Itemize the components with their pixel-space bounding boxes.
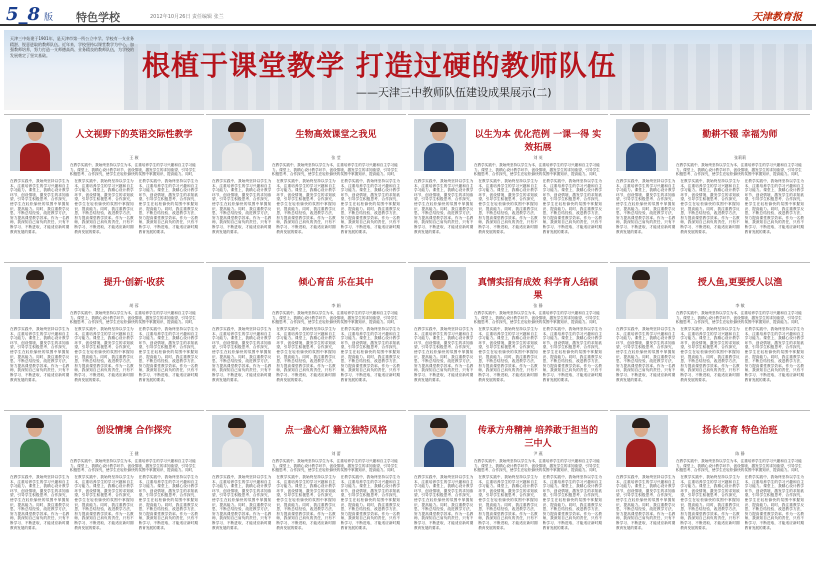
teacher-photo (10, 415, 62, 467)
hero-banner (4, 30, 812, 110)
article-card (4, 410, 204, 558)
newspaper-masthead: 天津教育报 (752, 12, 802, 23)
section-name: 特色学校 (76, 11, 120, 24)
article-author: 张 静 (533, 303, 543, 308)
page-unit: 版 (44, 13, 54, 23)
article-card (4, 262, 204, 408)
article-column: 在教学实践中，我始终坚持以学生为本，注重培养学生的学习兴趣和自主学习能力。课堂上，我精心设计教学环节，创设情境，激发学生的求知欲望，引导学生积极思考、合作探究，使学生在轻松愉快的氛围中掌握知识、提高能力。同时，我注重教学反思，不断总结经验，改进教学方法，努力提高课堂教学效率。作为一名教师，我深知自己肩负的责任，只有不断学习、不断进取，才能适应新时期教育发展的要求。 (340, 475, 400, 530)
article-lead: 在教学实践中，我始终坚持以学生为本，注重培养学生的学习兴趣和自主学习能力。课堂上，我精心设计教学环节，创设情境，激发学生的求知欲望，引导学生积极思考、合作探究，使学生在轻松愉快的氛围中掌握知识、提高能力。同时， (676, 311, 802, 325)
article-lead: 在教学实践中，我始终坚持以学生为本，注重培养学生的学习兴趣和自主学习能力。课堂上，我精心设计教学环节，创设情境，激发学生的求知欲望，引导学生积极思考、合作探究，使学生在轻松愉快的氛围中掌握知识、提高能力。同时， (676, 163, 802, 177)
article-column: 在教学实践中，我始终坚持以学生为本，注重培养学生的学习兴趣和自主学习能力。课堂上，我精心设计教学环节，创设情境，激发学生的求知欲望，引导学生积极思考、合作探究，使学生在轻松愉快的氛围中掌握知识、提高能力。同时，我注重教学反思，不断总结经验，改进教学方法，努力提高课堂教学效率。作为一名教师，我深知自己肩负的责任，只有不断学习、不断进取，才能适应新时期教育发展的要求。 (138, 179, 198, 234)
article-column: 在教学实践中，我始终坚持以学生为本，注重培养学生的学习兴趣和自主学习能力。课堂上，我精心设计教学环节，创设情境，激发学生的求知欲望，引导学生积极思考、合作探究，使学生在轻松愉快的氛围中掌握知识、提高能力。同时，我注重教学反思，不断总结经验，改进教学方法，努力提高课堂教学效率。作为一名教师，我深知自己肩负的责任，只有不断学习、不断进取，才能适应新时期教育发展的要求。 (478, 179, 538, 234)
article-column: 在教学实践中，我始终坚持以学生为本，注重培养学生的学习兴趣和自主学习能力。课堂上，我精心设计教学环节，创设情境，激发学生的求知欲望，引导学生积极思考、合作探究，使学生在轻松愉快的氛围中掌握知识、提高能力。同时，我注重教学反思，不断总结经验，改进教学方法，努力提高课堂教学效率。作为一名教师，我深知自己肩负的责任，只有不断学习、不断进取，才能适应新时期教育发展的要求。 (542, 475, 602, 530)
article-column: 在教学实践中，我始终坚持以学生为本，注重培养学生的学习兴趣和自主学习能力。课堂上，我精心设计教学环节，创设情境，激发学生的求知欲望，引导学生积极思考、合作探究，使学生在轻松愉快的氛围中掌握知识、提高能力。同时，我注重教学反思，不断总结经验，改进教学方法，努力提高课堂教学效率。作为一名教师，我深知自己肩负的责任，只有不断学习、不断进取，才能适应新时期教育发展的要求。 (542, 327, 602, 382)
article-card (610, 114, 810, 260)
article-column: 在教学实践中，我始终坚持以学生为本，注重培养学生的学习兴趣和自主学习能力。课堂上，我精心设计教学环节，创设情境，激发学生的求知欲望，引导学生积极思考、合作探究，使学生在轻松愉快的氛围中掌握知识、提高能力。同时，我注重教学反思，不断总结经验，改进教学方法，努力提高课堂教学效率。作为一名教师，我深知自己肩负的责任，只有不断学习、不断进取，才能适应新时期教育发展的要求。 (340, 327, 400, 382)
article-column: 在教学实践中，我始终坚持以学生为本，注重培养学生的学习兴趣和自主学习能力。课堂上，我精心设计教学环节，创设情境，激发学生的求知欲望，引导学生积极思考、合作探究，使学生在轻松愉快的氛围中掌握知识、提高能力。同时，我注重教学反思，不断总结经验，改进教学方法，努力提高课堂教学效率。作为一名教师，我深知自己肩负的责任，只有不断学习、不断进取，才能适应新时期教育发展的要求。 (10, 327, 70, 382)
article-title: 勤耕不辍 幸福为师 (702, 130, 778, 140)
article-column: 在教学实践中，我始终坚持以学生为本，注重培养学生的学习兴趣和自主学习能力。课堂上，我精心设计教学环节，创设情境，激发学生的求知欲望，引导学生积极思考、合作探究，使学生在轻松愉快的氛围中掌握知识、提高能力。同时，我注重教学反思，不断总结经验，改进教学方法，努力提高课堂教学效率。作为一名教师，我深知自己肩负的责任，只有不断学习、不断进取，才能适应新时期教育发展的要求。 (276, 327, 336, 382)
article-card (610, 262, 810, 408)
article-card (206, 114, 406, 260)
teacher-photo (616, 267, 668, 319)
article-author: 李 娟 (331, 303, 341, 308)
article-body (414, 475, 602, 554)
article-column: 在教学实践中，我始终坚持以学生为本，注重培养学生的学习兴趣和自主学习能力。课堂上，我精心设计教学环节，创设情境，激发学生的求知欲望，引导学生积极思考、合作探究，使学生在轻松愉快的氛围中掌握知识、提高能力。同时，我注重教学反思，不断总结经验，改进教学方法，努力提高课堂教学效率。作为一名教师，我深知自己肩负的责任，只有不断学习、不断进取，才能适应新时期教育发展的要求。 (744, 327, 804, 382)
article-lead: 在教学实践中，我始终坚持以学生为本，注重培养学生的学习兴趣和自主学习能力。课堂上，我精心设计教学环节，创设情境，激发学生的求知欲望，引导学生积极思考、合作探究，使学生在轻松愉快的氛围中掌握知识、提高能力。同时， (70, 311, 196, 325)
teacher-photo (616, 119, 668, 171)
article-column: 在教学实践中，我始终坚持以学生为本，注重培养学生的学习兴趣和自主学习能力。课堂上，我精心设计教学环节，创设情境，激发学生的求知欲望，引导学生积极思考、合作探究，使学生在轻松愉快的氛围中掌握知识、提高能力。同时，我注重教学反思，不断总结经验，改进教学方法，努力提高课堂教学效率。作为一名教师，我深知自己肩负的责任，只有不断学习、不断进取，才能适应新时期教育发展的要求。 (744, 179, 804, 234)
article-column: 在教学实践中，我始终坚持以学生为本，注重培养学生的学习兴趣和自主学习能力。课堂上，我精心设计教学环节，创设情境，激发学生的求知欲望，引导学生积极思考、合作探究，使学生在轻松愉快的氛围中掌握知识、提高能力。同时，我注重教学反思，不断总结经验，改进教学方法，努力提高课堂教学效率。作为一名教师，我深知自己肩负的责任，只有不断学习、不断进取，才能适应新时期教育发展的要求。 (138, 475, 198, 530)
article-title: 真情实招有成效 科学育人结硕果 (477, 278, 599, 301)
article-title: 授人鱼,更要授人以渔 (697, 278, 783, 288)
article-title: 提升·创新·收获 (103, 278, 165, 288)
teacher-photo (10, 267, 62, 319)
article-title: 扬长教育 特色治班 (702, 426, 778, 436)
article-column: 在教学实践中，我始终坚持以学生为本，注重培养学生的学习兴趣和自主学习能力。课堂上，我精心设计教学环节，创设情境，激发学生的求知欲望，引导学生积极思考、合作探究，使学生在轻松愉快的氛围中掌握知识、提高能力。同时，我注重教学反思，不断总结经验，改进教学方法，努力提高课堂教学效率。作为一名教师，我深知自己肩负的责任，只有不断学习、不断进取，才能适应新时期教育发展的要求。 (616, 327, 676, 382)
article-column: 在教学实践中，我始终坚持以学生为本，注重培养学生的学习兴趣和自主学习能力。课堂上，我精心设计教学环节，创设情境，激发学生的求知欲望，引导学生积极思考、合作探究，使学生在轻松愉快的氛围中掌握知识、提高能力。同时，我注重教学反思，不断总结经验，改进教学方法，努力提高课堂教学效率。作为一名教师，我深知自己肩负的责任，只有不断学习、不断进取，才能适应新时期教育发展的要求。 (74, 179, 134, 234)
teacher-photo (10, 119, 62, 171)
article-title: 点一盏心灯 籍立独特风格 (284, 426, 388, 436)
teacher-photo (212, 267, 264, 319)
article-lead: 在教学实践中，我始终坚持以学生为本，注重培养学生的学习兴趣和自主学习能力。课堂上，我精心设计教学环节，创设情境，激发学生的求知欲望，引导学生积极思考、合作探究，使学生在轻松愉快的氛围中掌握知识、提高能力。同时， (272, 163, 398, 177)
article-body (616, 475, 804, 554)
article-column: 在教学实践中，我始终坚持以学生为本，注重培养学生的学习兴趣和自主学习能力。课堂上，我精心设计教学环节，创设情境，激发学生的求知欲望，引导学生积极思考、合作探究，使学生在轻松愉快的氛围中掌握知识、提高能力。同时，我注重教学反思，不断总结经验，改进教学方法，努力提高课堂教学效率。作为一名教师，我深知自己肩负的责任，只有不断学习、不断进取，才能适应新时期教育发展的要求。 (212, 179, 272, 234)
article-column: 在教学实践中，我始终坚持以学生为本，注重培养学生的学习兴趣和自主学习能力。课堂上，我精心设计教学环节，创设情境，激发学生的求知欲望，引导学生积极思考、合作探究，使学生在轻松愉快的氛围中掌握知识、提高能力。同时，我注重教学反思，不断总结经验，改进教学方法，努力提高课堂教学效率。作为一名教师，我深知自己肩负的责任，只有不断学习、不断进取，才能适应新时期教育发展的要求。 (212, 475, 272, 530)
article-column: 在教学实践中，我始终坚持以学生为本，注重培养学生的学习兴趣和自主学习能力。课堂上，我精心设计教学环节，创设情境，激发学生的求知欲望，引导学生积极思考、合作探究，使学生在轻松愉快的氛围中掌握知识、提高能力。同时，我注重教学反思，不断总结经验，改进教学方法，努力提高课堂教学效率。作为一名教师，我深知自己肩负的责任，只有不断学习、不断进取，才能适应新时期教育发展的要求。 (414, 179, 474, 234)
article-card (206, 410, 406, 558)
page-number: 5_8 (6, 4, 41, 25)
page-subtitle: ——天津三中教师队伍建设成果展示(二) (356, 86, 552, 99)
article-body (212, 475, 400, 554)
article-body (414, 179, 602, 256)
article-author: 张莉莉 (734, 155, 746, 160)
teacher-photo (414, 119, 466, 171)
article-body (616, 327, 804, 404)
page-header (0, 0, 816, 26)
article-author: 刘 蕾 (331, 451, 341, 456)
article-body (10, 475, 198, 554)
teacher-photo (212, 415, 264, 467)
article-author: 张 莹 (331, 155, 341, 160)
article-column: 在教学实践中，我始终坚持以学生为本，注重培养学生的学习兴趣和自主学习能力。课堂上，我精心设计教学环节，创设情境，激发学生的求知欲望，引导学生积极思考、合作探究，使学生在轻松愉快的氛围中掌握知识、提高能力。同时，我注重教学反思，不断总结经验，改进教学方法，努力提高课堂教学效率。作为一名教师，我深知自己肩负的责任，只有不断学习、不断进取，才能适应新时期教育发展的要求。 (414, 475, 474, 530)
article-title: 人文视野下的英语交际性教学 (75, 130, 193, 140)
article-card (408, 262, 608, 408)
article-column: 在教学实践中，我始终坚持以学生为本，注重培养学生的学习兴趣和自主学习能力。课堂上，我精心设计教学环节，创设情境，激发学生的求知欲望，引导学生积极思考、合作探究，使学生在轻松愉快的氛围中掌握知识、提高能力。同时，我注重教学反思，不断总结经验，改进教学方法，努力提高课堂教学效率。作为一名教师，我深知自己肩负的责任，只有不断学习、不断进取，才能适应新时期教育发展的要求。 (340, 179, 400, 234)
article-column: 在教学实践中，我始终坚持以学生为本，注重培养学生的学习兴趣和自主学习能力。课堂上，我精心设计教学环节，创设情境，激发学生的求知欲望，引导学生积极思考、合作探究，使学生在轻松愉快的氛围中掌握知识、提高能力。同时，我注重教学反思，不断总结经验，改进教学方法，努力提高课堂教学效率。作为一名教师，我深知自己肩负的责任，只有不断学习、不断进取，才能适应新时期教育发展的要求。 (10, 179, 70, 234)
teacher-photo (212, 119, 264, 171)
article-body (212, 327, 400, 404)
article-column: 在教学实践中，我始终坚持以学生为本，注重培养学生的学习兴趣和自主学习能力。课堂上，我精心设计教学环节，创设情境，激发学生的求知欲望，引导学生积极思考、合作探究，使学生在轻松愉快的氛围中掌握知识、提高能力。同时，我注重教学反思，不断总结经验，改进教学方法，努力提高课堂教学效率。作为一名教师，我深知自己肩负的责任，只有不断学习、不断进取，才能适应新时期教育发展的要求。 (680, 327, 740, 382)
article-column: 在教学实践中，我始终坚持以学生为本，注重培养学生的学习兴趣和自主学习能力。课堂上，我精心设计教学环节，创设情境，激发学生的求知欲望，引导学生积极思考、合作探究，使学生在轻松愉快的氛围中掌握知识、提高能力。同时，我注重教学反思，不断总结经验，改进教学方法，努力提高课堂教学效率。作为一名教师，我深知自己肩负的责任，只有不断学习、不断进取，才能适应新时期教育发展的要求。 (276, 475, 336, 530)
article-card (408, 114, 608, 260)
article-column: 在教学实践中，我始终坚持以学生为本，注重培养学生的学习兴趣和自主学习能力。课堂上，我精心设计教学环节，创设情境，激发学生的求知欲望，引导学生积极思考、合作探究，使学生在轻松愉快的氛围中掌握知识、提高能力。同时，我注重教学反思，不断总结经验，改进教学方法，努力提高课堂教学效率。作为一名教师，我深知自己肩负的责任，只有不断学习、不断进取，才能适应新时期教育发展的要求。 (138, 327, 198, 382)
article-lead: 在教学实践中，我始终坚持以学生为本，注重培养学生的学习兴趣和自主学习能力。课堂上，我精心设计教学环节，创设情境，激发学生的求知欲望，引导学生积极思考、合作探究，使学生在轻松愉快的氛围中掌握知识、提高能力。同时， (272, 459, 398, 473)
article-author: 陈 静 (735, 451, 745, 456)
article-column: 在教学实践中，我始终坚持以学生为本，注重培养学生的学习兴趣和自主学习能力。课堂上，我精心设计教学环节，创设情境，激发学生的求知欲望，引导学生积极思考、合作探究，使学生在轻松愉快的氛围中掌握知识、提高能力。同时，我注重教学反思，不断总结经验，改进教学方法，努力提高课堂教学效率。作为一名教师，我深知自己肩负的责任，只有不断学习、不断进取，才能适应新时期教育发展的要求。 (478, 475, 538, 530)
hero-intro-text: 天津三中始建于1901年，是天津市第一所公立中学。学校有一支业务精湛、锐意进取的教师队伍。近年来，学校坚持以课堂教学为中心，加强教师培养，努力打造一支师德高尚、业务精良的教师队伍，为学校的发展奠定了坚实基础。 (10, 36, 134, 58)
article-title: 传承方舟精神 培养敢于担当的三中人 (477, 426, 599, 449)
article-author: 刘 英 (533, 155, 543, 160)
teacher-photo (414, 267, 466, 319)
article-column: 在教学实践中，我始终坚持以学生为本，注重培养学生的学习兴趣和自主学习能力。课堂上，我精心设计教学环节，创设情境，激发学生的求知欲望，引导学生积极思考、合作探究，使学生在轻松愉快的氛围中掌握知识、提高能力。同时，我注重教学反思，不断总结经验，改进教学方法，努力提高课堂教学效率。作为一名教师，我深知自己肩负的责任，只有不断学习、不断进取，才能适应新时期教育发展的要求。 (276, 179, 336, 234)
article-author: 尹 燕 (533, 451, 543, 456)
article-body (616, 179, 804, 256)
article-body (414, 327, 602, 404)
article-lead: 在教学实践中，我始终坚持以学生为本，注重培养学生的学习兴趣和自主学习能力。课堂上，我精心设计教学环节，创设情境，激发学生的求知欲望，引导学生积极思考、合作探究，使学生在轻松愉快的氛围中掌握知识、提高能力。同时， (70, 459, 196, 473)
article-lead: 在教学实践中，我始终坚持以学生为本，注重培养学生的学习兴趣和自主学习能力。课堂上，我精心设计教学环节，创设情境，激发学生的求知欲望，引导学生积极思考、合作探究，使学生在轻松愉快的氛围中掌握知识、提高能力。同时， (70, 163, 196, 177)
article-title: 创设情境 合作探究 (96, 426, 172, 436)
article-lead: 在教学实践中，我始终坚持以学生为本，注重培养学生的学习兴趣和自主学习能力。课堂上，我精心设计教学环节，创设情境，激发学生的求知欲望，引导学生积极思考、合作探究，使学生在轻松愉快的氛围中掌握知识、提高能力。同时， (272, 311, 398, 325)
article-author: 王 筱 (129, 155, 139, 160)
article-body (212, 179, 400, 256)
article-column: 在教学实践中，我始终坚持以学生为本，注重培养学生的学习兴趣和自主学习能力。课堂上，我精心设计教学环节，创设情境，激发学生的求知欲望，引导学生积极思考、合作探究，使学生在轻松愉快的氛围中掌握知识、提高能力。同时，我注重教学反思，不断总结经验，改进教学方法，努力提高课堂教学效率。作为一名教师，我深知自己肩负的责任，只有不断学习、不断进取，才能适应新时期教育发展的要求。 (10, 475, 70, 530)
article-lead: 在教学实践中，我始终坚持以学生为本，注重培养学生的学习兴趣和自主学习能力。课堂上，我精心设计教学环节，创设情境，激发学生的求知欲望，引导学生积极思考、合作探究，使学生在轻松愉快的氛围中掌握知识、提高能力。同时， (474, 163, 600, 177)
article-card (206, 262, 406, 408)
article-lead: 在教学实践中，我始终坚持以学生为本，注重培养学生的学习兴趣和自主学习能力。课堂上，我精心设计教学环节，创设情境，激发学生的求知欲望，引导学生积极思考、合作探究，使学生在轻松愉快的氛围中掌握知识、提高能力。同时， (676, 459, 802, 473)
article-title: 生物高效课堂之我见 (295, 130, 377, 140)
article-author: 王 健 (129, 451, 139, 456)
article-column: 在教学实践中，我始终坚持以学生为本，注重培养学生的学习兴趣和自主学习能力。课堂上，我精心设计教学环节，创设情境，激发学生的求知欲望，引导学生积极思考、合作探究，使学生在轻松愉快的氛围中掌握知识、提高能力。同时，我注重教学反思，不断总结经验，改进教学方法，努力提高课堂教学效率。作为一名教师，我深知自己肩负的责任，只有不断学习、不断进取，才能适应新时期教育发展的要求。 (680, 475, 740, 530)
article-column: 在教学实践中，我始终坚持以学生为本，注重培养学生的学习兴趣和自主学习能力。课堂上，我精心设计教学环节，创设情境，激发学生的求知欲望，引导学生积极思考、合作探究，使学生在轻松愉快的氛围中掌握知识、提高能力。同时，我注重教学反思，不断总结经验，改进教学方法，努力提高课堂教学效率。作为一名教师，我深知自己肩负的责任，只有不断学习、不断进取，才能适应新时期教育发展的要求。 (680, 179, 740, 234)
article-column: 在教学实践中，我始终坚持以学生为本，注重培养学生的学习兴趣和自主学习能力。课堂上，我精心设计教学环节，创设情境，激发学生的求知欲望，引导学生积极思考、合作探究，使学生在轻松愉快的氛围中掌握知识、提高能力。同时，我注重教学反思，不断总结经验，改进教学方法，努力提高课堂教学效率。作为一名教师，我深知自己肩负的责任，只有不断学习、不断进取，才能适应新时期教育发展的要求。 (744, 475, 804, 530)
article-body (10, 179, 198, 256)
teacher-photo (616, 415, 668, 467)
article-author: 胡 蓉 (129, 303, 139, 308)
article-lead: 在教学实践中，我始终坚持以学生为本，注重培养学生的学习兴趣和自主学习能力。课堂上，我精心设计教学环节，创设情境，激发学生的求知欲望，引导学生积极思考、合作探究，使学生在轻松愉快的氛围中掌握知识、提高能力。同时， (474, 311, 600, 325)
article-column: 在教学实践中，我始终坚持以学生为本，注重培养学生的学习兴趣和自主学习能力。课堂上，我精心设计教学环节，创设情境，激发学生的求知欲望，引导学生积极思考、合作探究，使学生在轻松愉快的氛围中掌握知识、提高能力。同时，我注重教学反思，不断总结经验，改进教学方法，努力提高课堂教学效率。作为一名教师，我深知自己肩负的责任，只有不断学习、不断进取，才能适应新时期教育发展的要求。 (414, 327, 474, 382)
article-column: 在教学实践中，我始终坚持以学生为本，注重培养学生的学习兴趣和自主学习能力。课堂上，我精心设计教学环节，创设情境，激发学生的求知欲望，引导学生积极思考、合作探究，使学生在轻松愉快的氛围中掌握知识、提高能力。同时，我注重教学反思，不断总结经验，改进教学方法，努力提高课堂教学效率。作为一名教师，我深知自己肩负的责任，只有不断学习、不断进取，才能适应新时期教育发展的要求。 (616, 475, 676, 530)
article-card (610, 410, 810, 558)
article-author: 李 敏 (735, 303, 745, 308)
article-body (10, 327, 198, 404)
article-column: 在教学实践中，我始终坚持以学生为本，注重培养学生的学习兴趣和自主学习能力。课堂上，我精心设计教学环节，创设情境，激发学生的求知欲望，引导学生积极思考、合作探究，使学生在轻松愉快的氛围中掌握知识、提高能力。同时，我注重教学反思，不断总结经验，改进教学方法，努力提高课堂教学效率。作为一名教师，我深知自己肩负的责任，只有不断学习、不断进取，才能适应新时期教育发展的要求。 (212, 327, 272, 382)
article-card (4, 114, 204, 260)
article-card (408, 410, 608, 558)
page-title: 根植于课堂教学 打造过硬的教师队伍 (142, 49, 617, 82)
article-column: 在教学实践中，我始终坚持以学生为本，注重培养学生的学习兴趣和自主学习能力。课堂上，我精心设计教学环节，创设情境，激发学生的求知欲望，引导学生积极思考、合作探究，使学生在轻松愉快的氛围中掌握知识、提高能力。同时，我注重教学反思，不断总结经验，改进教学方法，努力提高课堂教学效率。作为一名教师，我深知自己肩负的责任，只有不断学习、不断进取，才能适应新时期教育发展的要求。 (616, 179, 676, 234)
article-column: 在教学实践中，我始终坚持以学生为本，注重培养学生的学习兴趣和自主学习能力。课堂上，我精心设计教学环节，创设情境，激发学生的求知欲望，引导学生积极思考、合作探究，使学生在轻松愉快的氛围中掌握知识、提高能力。同时，我注重教学反思，不断总结经验，改进教学方法，努力提高课堂教学效率。作为一名教师，我深知自己肩负的责任，只有不断学习、不断进取，才能适应新时期教育发展的要求。 (74, 327, 134, 382)
article-title: 倾心育苗 乐在其中 (298, 278, 374, 288)
article-column: 在教学实践中，我始终坚持以学生为本，注重培养学生的学习兴趣和自主学习能力。课堂上，我精心设计教学环节，创设情境，激发学生的求知欲望，引导学生积极思考、合作探究，使学生在轻松愉快的氛围中掌握知识、提高能力。同时，我注重教学反思，不断总结经验，改进教学方法，努力提高课堂教学效率。作为一名教师，我深知自己肩负的责任，只有不断学习、不断进取，才能适应新时期教育发展的要求。 (74, 475, 134, 530)
article-column: 在教学实践中，我始终坚持以学生为本，注重培养学生的学习兴趣和自主学习能力。课堂上，我精心设计教学环节，创设情境，激发学生的求知欲望，引导学生积极思考、合作探究，使学生在轻松愉快的氛围中掌握知识、提高能力。同时，我注重教学反思，不断总结经验，改进教学方法，努力提高课堂教学效率。作为一名教师，我深知自己肩负的责任，只有不断学习、不断进取，才能适应新时期教育发展的要求。 (542, 179, 602, 234)
article-column: 在教学实践中，我始终坚持以学生为本，注重培养学生的学习兴趣和自主学习能力。课堂上，我精心设计教学环节，创设情境，激发学生的求知欲望，引导学生积极思考、合作探究，使学生在轻松愉快的氛围中掌握知识、提高能力。同时，我注重教学反思，不断总结经验，改进教学方法，努力提高课堂教学效率。作为一名教师，我深知自己肩负的责任，只有不断学习、不断进取，才能适应新时期教育发展的要求。 (478, 327, 538, 382)
article-title: 以生为本 优化范例 一课一得 实效拓展 (474, 130, 602, 153)
article-lead: 在教学实践中，我始终坚持以学生为本，注重培养学生的学习兴趣和自主学习能力。课堂上，我精心设计教学环节，创设情境，激发学生的求知欲望，引导学生积极思考、合作探究，使学生在轻松愉快的氛围中掌握知识、提高能力。同时， (474, 459, 600, 473)
issue-meta: 2012年10月26日 责任编辑 张兰 (150, 14, 224, 20)
teacher-photo (414, 415, 466, 467)
